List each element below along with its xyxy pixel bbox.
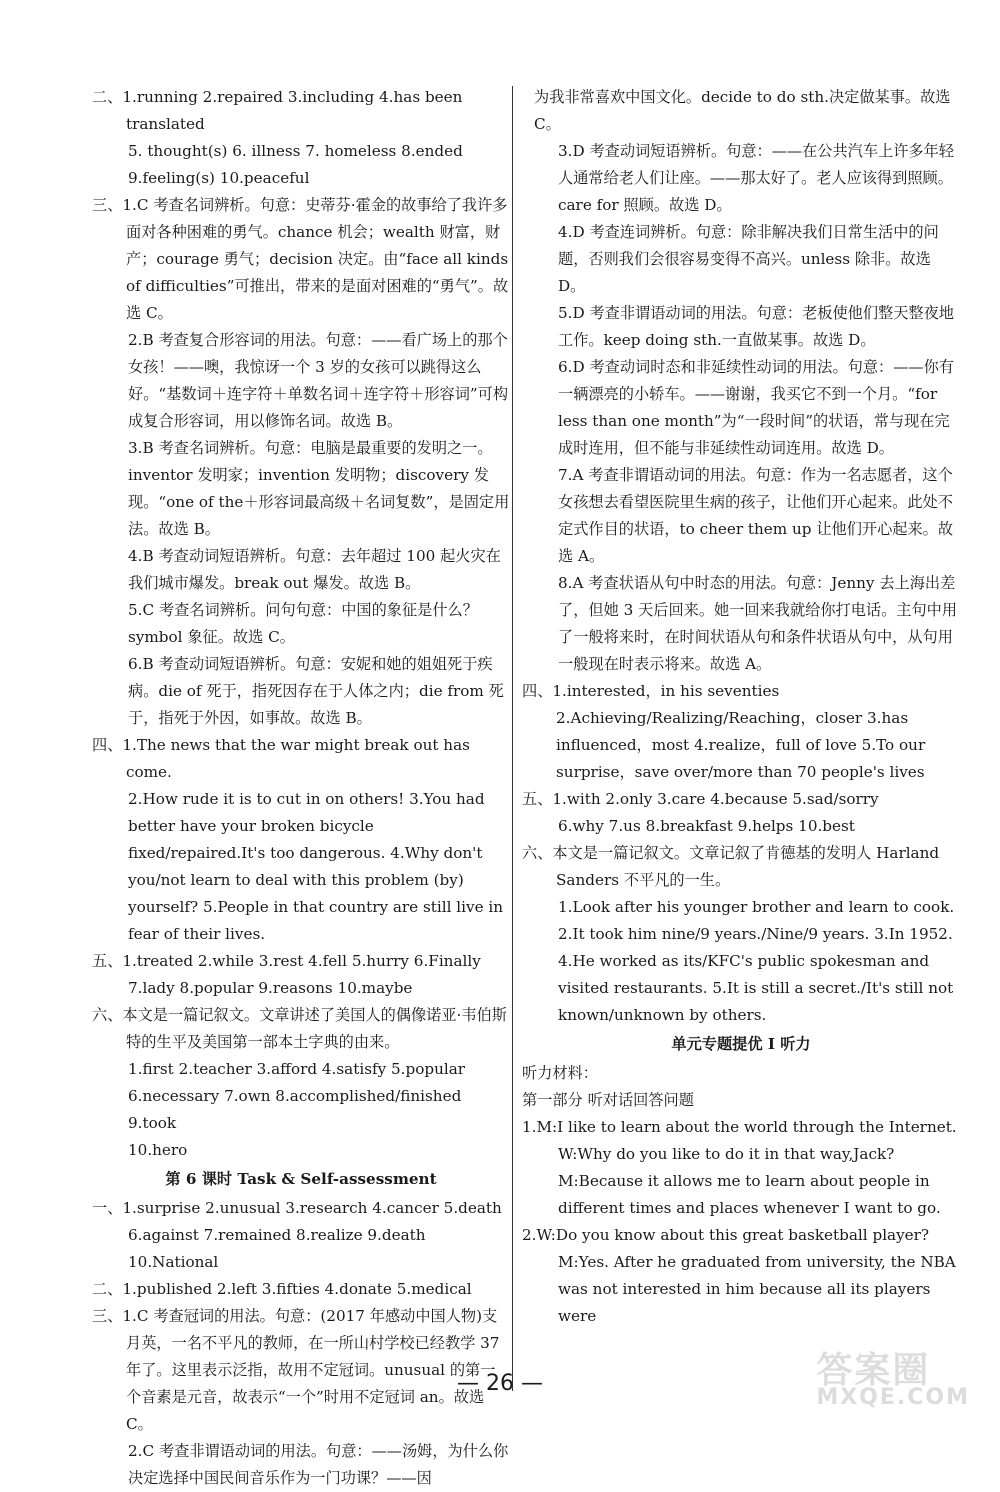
left-paragraph: 第 6 课时 Task & Self-assessment: [165, 1170, 437, 1188]
right-paragraph: M:Because it allows me to learn about people in different times and places whenever I want to go.: [558, 1172, 941, 1217]
right-paragraph: 2.It took him nine/9 years./Nine/9 years. 3.In 1952. 4.He worked as its/KFC's public spokesman and visited restaurants. 5.It is still a secret./It's still not known/unknown by others.: [558, 925, 954, 1024]
left-paragraph: 5. thought(s) 6. illness 7. homeless 8.ended: [128, 142, 463, 160]
left-paragraph: 6.against 7.remained 8.realize 9.death 10.National: [128, 1226, 426, 1271]
left-paragraph: 7.lady 8.popular 9.reasons 10.maybe: [128, 979, 413, 997]
left-paragraph: 三、1.C 考查冠词的用法。句意：(2017 年感动中国人物)支月英，一名不平凡的教师，在一所山村学校已经教学 37 年了。这里表示泛指，故用不定冠词。unusual 的第一个音素是元音，故表示“一个”时用不定冠词 an。故选 C。: [92, 1307, 500, 1433]
right-paragraph: 6.D 考查动词时态和非延续性动词的用法。句意：——你有一辆漂亮的小轿车。——谢谢，我买它不到一个月。“for less than one month”为“一段时间”的状语，常与现在完成时连用，但不能与非延续性动词连用。故选 D。: [558, 358, 954, 457]
left-paragraph: 六、本文是一篇记叙文。文章讲述了美国人的偶像诺亚·韦伯斯特的生平及美国第一部本土字典的由来。: [92, 1006, 507, 1051]
right-paragraph: 第一部分 听对话回答问题: [522, 1091, 694, 1109]
right-paragraph: 六、本文是一篇记叙文。文章记叙了肯德基的发明人 Harland Sanders 不平凡的一生。: [522, 844, 940, 889]
left-paragraph: 五、1.treated 2.while 3.rest 4.fell 5.hurry 6.Finally: [92, 952, 481, 970]
watermark-sub: MXQE.COM: [816, 1385, 970, 1410]
right-paragraph: 听力材料：: [522, 1064, 598, 1082]
right-paragraph: 5.D 考查非谓语动词的用法。句意：老板使他们整天整夜地工作。keep doing sth.一直做某事。故选 D。: [558, 304, 954, 349]
left-paragraph: 4.B 考查动词短语辨析。句意：去年超过 100 起火灾在我们城市爆发。break out 爆发。故选 B。: [128, 547, 501, 592]
left-paragraph: 9.feeling(s) 10.peaceful: [128, 169, 310, 187]
right-column: [522, 84, 960, 1330]
left-paragraph: 二、1.published 2.left 3.fifties 4.donate 5.medical: [92, 1280, 472, 1298]
left-paragraph: 2.C 考查非谓语动词的用法。句意：——汤姆，为什么你决定选择中国民间音乐作为一门功课？——因: [128, 1442, 509, 1487]
left-paragraph: 10.hero: [128, 1141, 188, 1159]
left-paragraph: 6.B 考查动词短语辨析。句意：安妮和她的姐姐死于疾病。die of 死于，指死因存在于人体之内；die from 死于，指死于外因，如事故。故选 B。: [128, 655, 504, 727]
left-paragraph: 2.How rude it is to cut in on others! 3.You had better have your broken bicycle fixed/repaired.It's too dangerous. 4.Why don't you/not learn to deal with this problem (by) yourself? 5.People in that country are still live in fear of their lives.: [128, 790, 504, 943]
right-paragraph: 1.M:I like to learn about the world through the Internet.: [522, 1118, 957, 1136]
right-paragraph: 4.D 考查连词辨析。句意：除非解决我们日常生活中的问题，否则我们会很容易变得不高兴。unless 除非。故选 D。: [558, 223, 939, 295]
left-paragraph: 2.B 考查复合形容词的用法。句意：——看广场上的那个女孩！——噢，我惊讶一个 3 岁的女孩可以跳得这么好。“基数词＋连字符＋单数名词＋连字符＋形容词”可构成复合形容词，用以修饰名词。故选 B。: [128, 331, 509, 430]
column-divider: [512, 86, 513, 1391]
page-number: — 26 —: [457, 1371, 543, 1396]
left-paragraph: 一、1.surprise 2.unusual 3.research 4.cancer 5.death: [92, 1199, 502, 1217]
right-paragraph: 为我非常喜欢中国文化。decide to do sth.决定做某事。故选 C。: [534, 88, 951, 133]
left-paragraph: 二、1.running 2.repaired 3.including 4.has been translated: [92, 88, 463, 133]
left-paragraph: 1.first 2.teacher 3.afford 4.satisfy 5.popular: [128, 1060, 466, 1078]
right-paragraph: 8.A 考查状语从句中时态的用法。句意：Jenny 去上海出差了，但她 3 天后回来。她一回来我就给你打电话。主句中用了一般将来时，在时间状语从句和条件状语从句中，从句用一般现在时表示将来。故选 A。: [558, 574, 958, 673]
right-paragraph: 7.A 考查非谓语动词的用法。句意：作为一名志愿者，这个女孩想去看望医院里生病的孩子，让他们开心起来。此处不定式作目的状语，to cheer them up 让他们开心起来。故选 A。: [558, 466, 954, 565]
left-paragraph: 6.necessary 7.own 8.accomplished/finished 9.took: [128, 1087, 462, 1132]
left-column: [92, 84, 510, 1492]
watermark-main: 答案圈: [816, 1350, 931, 1391]
left-paragraph: 5.C 考查名词辨析。问句句意：中国的象征是什么？symbol 象征。故选 C。: [128, 601, 478, 646]
right-paragraph: 单元专题提优 Ⅰ 听力: [671, 1035, 811, 1053]
right-paragraph: M:Yes. After he graduated from university, the NBA was not interested in him because all its players were: [558, 1253, 956, 1325]
right-paragraph: 四、1.interested，in his seventies 2.Achieving/Realizing/Reaching，closer 3.has influenced，most 4.realize，full of love 5.To our surprise，save over/more than 70 people's lives: [522, 682, 926, 781]
right-paragraph: 3.D 考查动词短语辨析。句意：——在公共汽车上许多年轻人通常给老人们让座。——那太好了。老人应该得到照顾。care for 照顾。故选 D。: [558, 142, 954, 214]
right-paragraph: 2.W:Do you know about this great basketball player?: [522, 1226, 930, 1244]
right-paragraph: 五、1.with 2.only 3.care 4.because 5.sad/sorry: [522, 790, 879, 808]
left-paragraph: 四、1.The news that the war might break out has come.: [92, 736, 470, 781]
left-paragraph: 三、1.C 考查名词辨析。句意：史蒂芬·霍金的故事给了我许多面对各种困难的勇气。chance 机会；wealth 财富，财产；courage 勇气；decision 决定。由“face all kinds of difficulties”可推出，带来的是面对困难的“勇气”。故选 C。: [92, 196, 509, 322]
right-paragraph: 6.why 7.us 8.breakfast 9.helps 10.best: [558, 817, 855, 835]
watermark-logo: [816, 1350, 970, 1411]
right-paragraph: 1.Look after his younger brother and learn to cook.: [558, 898, 955, 916]
left-paragraph: 3.B 考查名词辨析。句意：电脑是最重要的发明之一。inventor 发明家；invention 发明物；discovery 发现。“one of the＋形容词最高级＋名词复数”，是固定用法。故选 B。: [128, 439, 510, 538]
right-paragraph: W:Why do you like to do it in that way,Jack?: [558, 1145, 895, 1163]
